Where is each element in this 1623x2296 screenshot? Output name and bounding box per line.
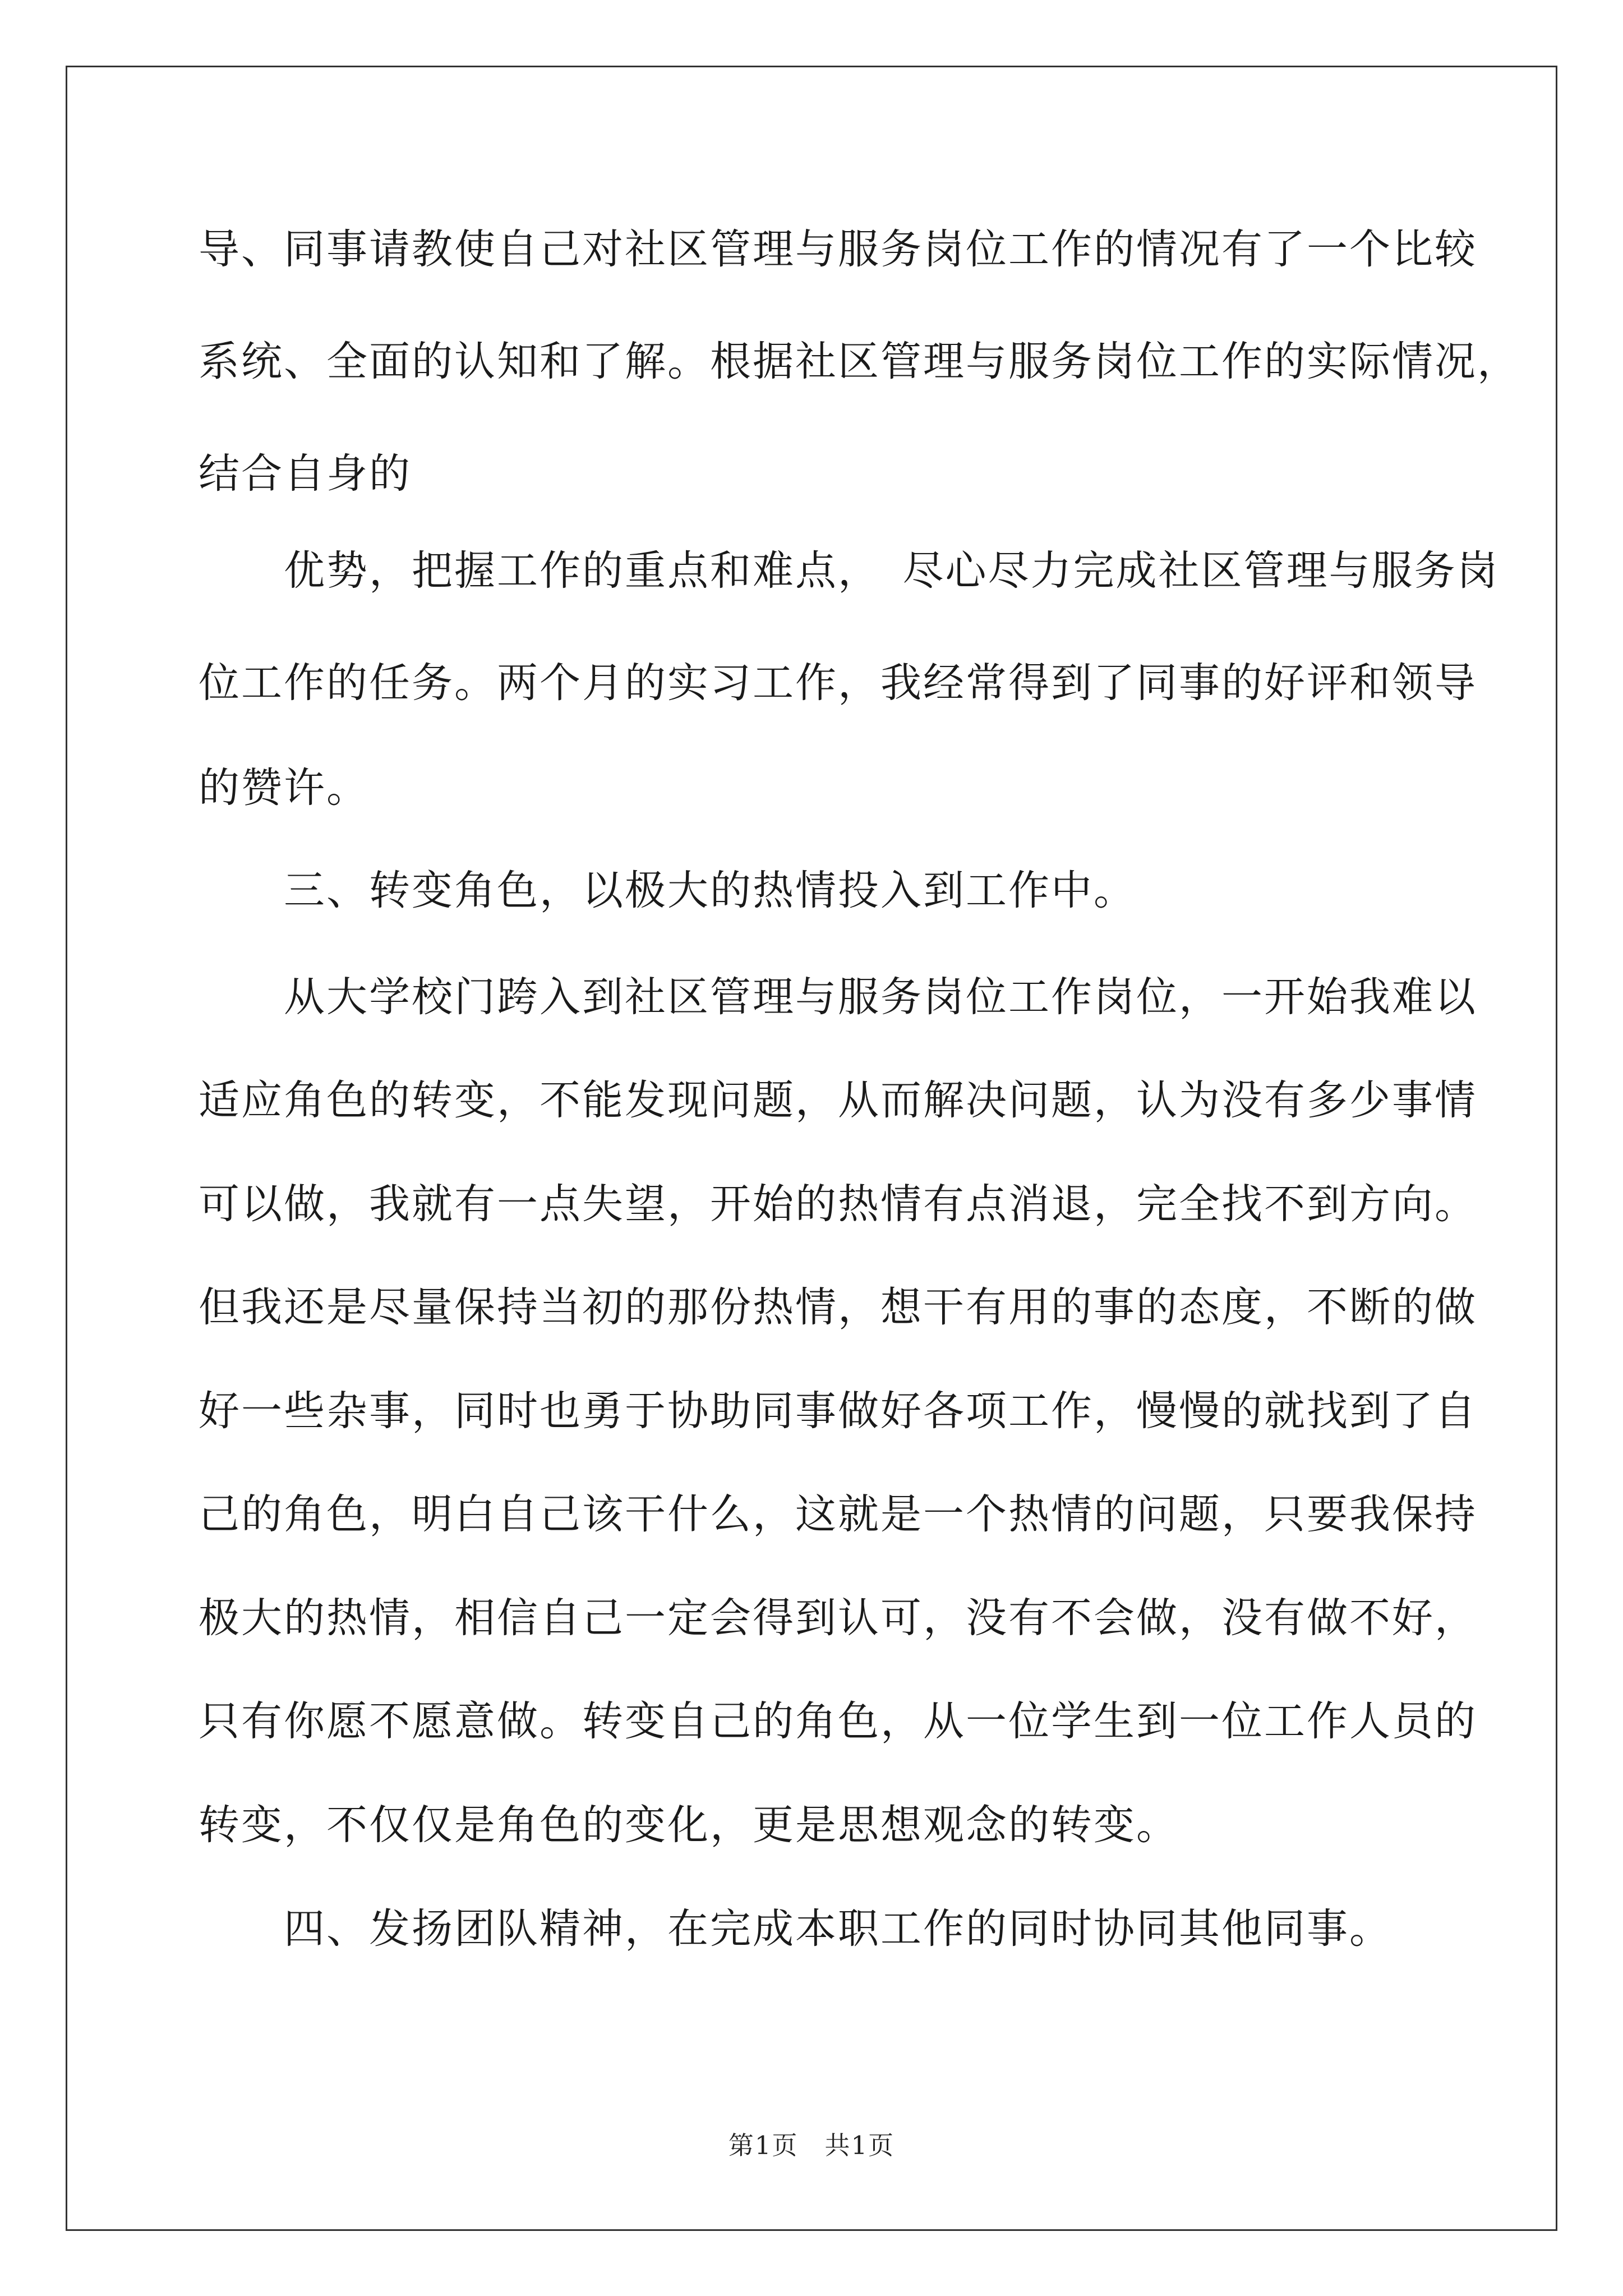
text-line-10: 可以做，我就有一点失望，开始的热情有点消退，完全找不到方向。 [199, 1180, 1477, 1228]
text-line-7: 三、转变角色，以极大的热情投入到工作中。 [199, 867, 1136, 914]
page-number-footer: 第1页 共1页 [728, 2131, 895, 2160]
text-line-16: 转变，不仅仅是角色的变化，更是思想观念的转变。 [199, 1801, 1179, 1849]
text-line-14: 极大的热情，相信自己一定会得到认可，没有不会做，没有做不好， [199, 1594, 1477, 1642]
text-line-13: 己的角色，明白自己该干什么，这就是一个热情的问题，只要我保持 [199, 1490, 1477, 1538]
text-line-2: 系统、全面的认知和了解。根据社区管理与服务岗位工作的实际情况， [199, 338, 1520, 385]
text-line-12: 好一些杂事，同时也勇于协助同事做好各项工作，慢慢的就找到了自 [199, 1387, 1477, 1435]
text-line-6: 的赞许。 [199, 764, 369, 812]
text-line-5: 位工作的任务。两个月的实习工作，我经常得到了同事的好评和领导 [199, 659, 1477, 707]
text-line-4: 优势，把握工作的重点和难点， 尽心尽力完成社区管理与服务岗 [199, 547, 1500, 595]
text-line-1: 导、同事请教使自己对社区管理与服务岗位工作的情况有了一个比较 [199, 226, 1477, 273]
text-line-17: 四、发扬团队精神，在完成本职工作的同时协同其他同事。 [199, 1905, 1392, 1953]
text-line-8: 从大学校门跨入到社区管理与服务岗位工作岗位，一开始我难以 [199, 973, 1477, 1021]
text-line-15: 只有你愿不愿意做。转变自己的角色，从一位学生到一位工作人员的 [199, 1697, 1477, 1745]
text-line-3: 结合自身的 [199, 450, 412, 498]
text-line-11: 但我还是尽量保持当初的那份热情，想干有用的事的态度，不断的做 [199, 1283, 1477, 1331]
text-line-9: 适应角色的转变，不能发现问题，从而解决问题，认为没有多少事情 [199, 1076, 1477, 1124]
